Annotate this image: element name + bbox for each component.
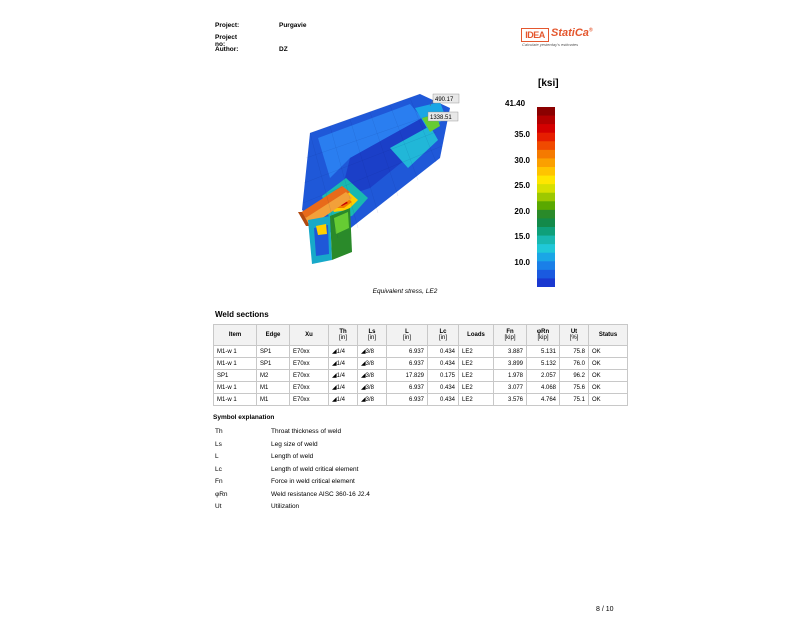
- color-scale-segment: [537, 261, 555, 270]
- table-cell: ◢1/4: [329, 382, 358, 394]
- table-cell: 2.057: [527, 370, 560, 382]
- table-row: [214, 370, 628, 382]
- column-header: Ls [in]: [358, 325, 387, 346]
- symbol-description: Throat thickness of weld: [271, 428, 342, 435]
- table-cell: 76.0: [560, 358, 589, 370]
- table-cell: 75.8: [560, 346, 589, 358]
- table-cell: ◢1/4: [329, 358, 358, 370]
- color-scale-segment: [537, 253, 555, 262]
- table-cell: 3.576: [494, 394, 527, 406]
- table-cell: ◢1/4: [329, 370, 358, 382]
- column-header: Ut [%]: [560, 325, 589, 346]
- color-scale-segment: [537, 184, 555, 193]
- table-cell: M1: [257, 394, 290, 406]
- logo-brand: StatiCa®: [551, 27, 593, 39]
- color-scale-segment: [537, 158, 555, 167]
- author-label: Author:: [215, 46, 239, 53]
- table-cell: SP1: [257, 346, 290, 358]
- company-logo: [521, 27, 611, 49]
- column-header: Lc [in]: [428, 325, 459, 346]
- table-cell: LE2: [459, 382, 494, 394]
- column-header: Fn [kip]: [494, 325, 527, 346]
- table-cell: 75.1: [560, 394, 589, 406]
- table-row: [214, 394, 628, 406]
- table-cell: ◢3/8: [358, 346, 387, 358]
- color-scale-segment: [537, 201, 555, 210]
- table-cell: 1.978: [494, 370, 527, 382]
- color-scale-segment: [537, 150, 555, 159]
- symbol-description: Leg size of weld: [271, 440, 318, 448]
- table-cell: OK: [589, 382, 628, 394]
- column-header: Xu: [290, 325, 329, 346]
- symbol-description: Weld resistance AISC 360-16 J2.4: [271, 490, 370, 498]
- table-cell: 17.829: [387, 370, 428, 382]
- column-header: Item: [214, 325, 257, 346]
- symbol-key: Lc: [215, 465, 222, 473]
- table-cell: OK: [589, 358, 628, 370]
- project-label: Project:: [215, 22, 240, 29]
- table-cell: M1: [257, 382, 290, 394]
- table-cell: E70xx: [290, 370, 329, 382]
- table-row: [214, 382, 628, 394]
- symbol-key: Th: [215, 428, 223, 435]
- table-cell: 0.434: [428, 358, 459, 370]
- table-cell: 5.132: [527, 358, 560, 370]
- table-cell: SP1: [214, 370, 257, 382]
- table-cell: M1-w 1: [214, 358, 257, 370]
- table-cell: M1-w 1: [214, 394, 257, 406]
- table-cell: M1-w 1: [214, 382, 257, 394]
- table-cell: OK: [589, 394, 628, 406]
- color-scale-segment: [537, 124, 555, 133]
- column-header: Status: [589, 325, 628, 346]
- color-scale-segment: [537, 141, 555, 150]
- weld-sections-title: Weld sections: [215, 310, 269, 319]
- table-cell: M2: [257, 370, 290, 382]
- table-cell: 3.887: [494, 346, 527, 358]
- figure-caption: Equivalent stress, LE2: [372, 288, 438, 295]
- table-cell: E70xx: [290, 346, 329, 358]
- color-scale-segment: [537, 193, 555, 202]
- label-max-a: 490.17: [435, 97, 454, 103]
- page-number: 8 / 10: [596, 606, 614, 613]
- table-cell: ◢3/8: [358, 358, 387, 370]
- logo-tagline: Calculate yesterday's estimates: [522, 42, 579, 47]
- symbol-description: Force in weld critical element: [271, 478, 355, 485]
- color-scale-segment: [537, 236, 555, 245]
- table-cell: SP1: [257, 358, 290, 370]
- logo-mark: IDEA: [521, 28, 549, 42]
- color-scale-segment: [537, 176, 555, 185]
- table-cell: OK: [589, 370, 628, 382]
- table-cell: 0.175: [428, 370, 459, 382]
- table-cell: 0.434: [428, 394, 459, 406]
- project-no-label: Project no:: [215, 34, 238, 48]
- color-scale-segment: [537, 116, 555, 125]
- column-header: φRn [kip]: [527, 325, 560, 346]
- color-scale-segment: [537, 218, 555, 227]
- table-cell: ◢3/8: [358, 394, 387, 406]
- table-cell: OK: [589, 346, 628, 358]
- scale-tick-label: 35.0: [514, 130, 530, 139]
- color-scale-segment: [537, 107, 555, 116]
- table-cell: ◢1/4: [329, 394, 358, 406]
- stress-model-image: [290, 88, 470, 268]
- symbol-description: Length of weld critical element: [271, 465, 359, 473]
- color-scale-segment: [537, 278, 555, 287]
- symbol-key: φRn: [215, 490, 228, 498]
- scale-tick-label: 10.0: [514, 258, 530, 267]
- table-cell: 6.937: [387, 358, 428, 370]
- table-cell: LE2: [459, 358, 494, 370]
- project-value: Purgavie: [279, 22, 307, 29]
- table-cell: 6.937: [387, 382, 428, 394]
- author-value: DZ: [279, 46, 288, 53]
- table-row: [214, 346, 628, 358]
- table-cell: 0.434: [428, 382, 459, 394]
- color-scale-segment: [537, 167, 555, 176]
- color-scale-segment: [537, 270, 555, 279]
- scale-tick-label: 30.0: [514, 155, 530, 165]
- table-cell: M1-w 1: [214, 346, 257, 358]
- color-scale-bar: [537, 107, 555, 287]
- table-cell: 6.937: [387, 346, 428, 358]
- scale-max-value: 41.40: [505, 99, 526, 108]
- scale-tick-label: 25.0: [514, 181, 530, 191]
- symbol-explanation-title: Symbol explanation: [213, 414, 275, 421]
- table-header-row: [214, 325, 628, 346]
- symbol-description: Length of weld: [271, 453, 314, 460]
- table-cell: 96.2: [560, 370, 589, 382]
- column-header: L [in]: [387, 325, 428, 346]
- color-scale-segment: [537, 133, 555, 142]
- column-header: Th [in]: [329, 325, 358, 346]
- table-cell: 4.068: [527, 382, 560, 394]
- color-scale-segment: [537, 210, 555, 219]
- scale-tick-label: 15.0: [514, 232, 530, 242]
- scale-unit: [ksi]: [538, 78, 559, 89]
- symbol-key: Ls: [215, 440, 222, 448]
- table-cell: 5.131: [527, 346, 560, 358]
- symbol-key: Fn: [215, 478, 223, 485]
- table-cell: LE2: [459, 394, 494, 406]
- table-cell: LE2: [459, 346, 494, 358]
- table-cell: 3.077: [494, 382, 527, 394]
- table-cell: 75.6: [560, 382, 589, 394]
- color-scale-segment: [537, 244, 555, 253]
- color-scale-segment: [537, 227, 555, 236]
- table-cell: ◢3/8: [358, 382, 387, 394]
- table-cell: 3.899: [494, 358, 527, 370]
- column-header: Edge: [257, 325, 290, 346]
- table-cell: LE2: [459, 370, 494, 382]
- scale-tick-label: 20.0: [514, 206, 530, 216]
- table-cell: E70xx: [290, 394, 329, 406]
- table-row: [214, 358, 628, 370]
- table-cell: 4.764: [527, 394, 560, 406]
- column-header: Loads: [459, 325, 494, 346]
- table-cell: E70xx: [290, 358, 329, 370]
- weld-sections-table: [213, 324, 628, 406]
- table-cell: ◢1/4: [329, 346, 358, 358]
- table-cell: 6.937: [387, 394, 428, 406]
- table-cell: E70xx: [290, 382, 329, 394]
- table-cell: 0.434: [428, 346, 459, 358]
- symbol-description: Utilization: [271, 503, 300, 510]
- label-max-b: 1338.51: [430, 115, 452, 121]
- symbol-key: Ut: [215, 503, 222, 510]
- symbol-key: L: [215, 453, 219, 460]
- table-cell: ◢3/8: [358, 370, 387, 382]
